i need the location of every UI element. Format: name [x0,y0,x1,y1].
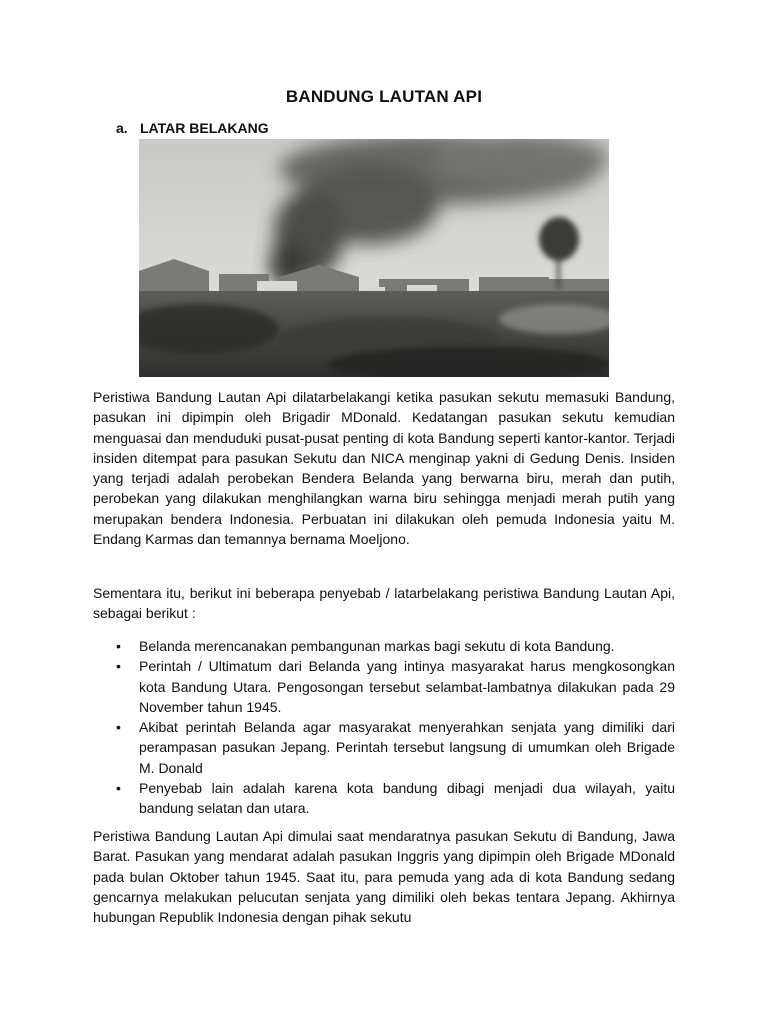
historical-photo [139,139,609,377]
page-title: BANDUNG LAUTAN API [285,87,483,106]
causes-list [93,636,675,819]
bullet-icon: • [116,780,121,797]
list-item [93,656,675,717]
list-item-text: Akibat perintah Belanda agar masyarakat menyerahkan senjata yang dimiliki dari perampasan pasukan Jepang. Perintah tersebut langsung di umumkan oleh Brigade M. Donald [139,719,675,776]
bullet-icon: • [116,638,121,654]
list-item-text: Perintah / Ultimatum dari Belanda yang intinya masyarakat harus mengkosongkan kota Bandung Utara. Pengosongan tersebut selambat-lambatnya dilakukan pada 29 November tahun 1945. [139,658,675,715]
section-label: a. [116,120,128,136]
paragraph-events: Peristiwa Bandung Lautan Api dimulai saat mendaratnya pasukan Sekutu di Bandung, Jawa Barat. Pasukan yang mendarat adalah pasukan Inggris yang dipimpin oleh Brigade MDonald pada bulan Oktober tahun 1945. Saat itu, para pemuda yang ada di kota Bandung sedang gencarnya melakukan pelucutan senjata yang dimiliki oleh bekas tentara Jepang. Akhirnya hubungan Republik Indonesia dengan pihak sekutu [93,828,675,926]
bullet-icon: • [116,658,121,675]
paragraph-background: Peristiwa Bandung Lautan Api dilatarbelakangi ketika pasukan sekutu memasuki Bandung, pasukan ini dipimpin oleh Brigadir MDonald. Kedatangan pasukan sekutu kemudian menguasai dan menduduki pusat-pusat penting di kota Bandung seperti kantor-kantor. Terjadi insiden ditempat para pasukan Sekutu dan NICA menginap yakni di Gedung Denis. Insiden yang terjadi adalah perobekan Bendera Belanda yang berwarna biru, merah dan putih, perobekan yang dilakukan menghilangkan warna biru sehingga menjadi merah putih yang merupakan bendera Indonesia. Perbuatan ini dilakukan oleh pemuda Indonesia yaitu M. Endang Karmas dan temannya bernama Moeljono. [93,389,675,548]
section-title: LATAR BELAKANG [140,120,269,136]
list-item-text: Belanda merencanakan pembangunan markas bagi sekutu di kota Bandung. [139,638,615,654]
paragraph-causes-intro: Sementara itu, berikut ini beberapa penyebab / latarbelakang peristiwa Bandung Lautan Api, sebagai berikut : [93,585,675,622]
bullet-icon: • [116,719,121,736]
list-item [93,636,675,656]
section-heading [116,120,269,136]
list-item [93,778,675,819]
list-item [93,717,675,778]
list-item-text: Penyebab lain adalah karena kota bandung dibagi menjadi dua wilayah, yaitu bandung selatan dan utara. [139,780,675,817]
burning-city-photo-icon [139,139,609,377]
